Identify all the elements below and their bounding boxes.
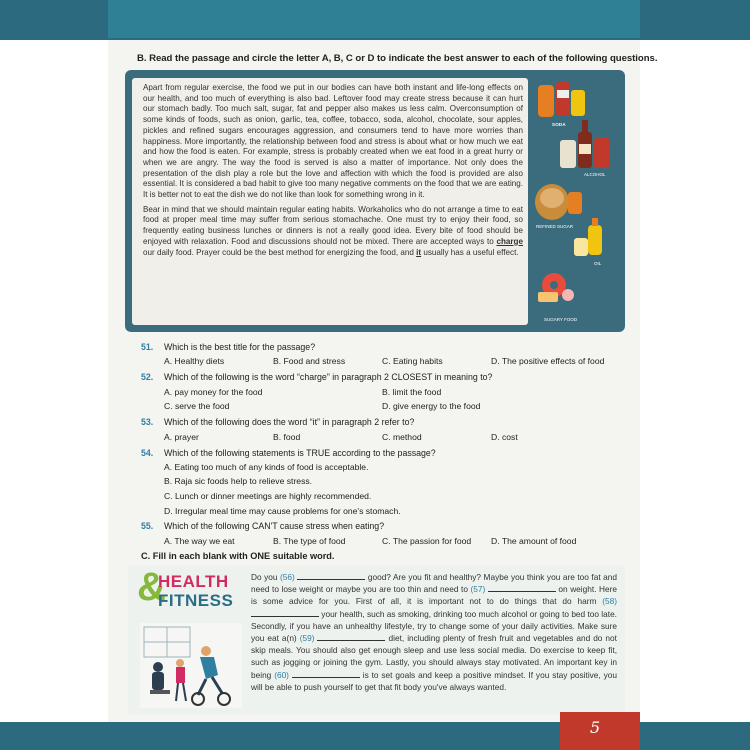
word-it: it xyxy=(416,247,422,257)
passage-paragraph-1: Apart from regular exercise, the food we put in our bodies can have both instant and life-long effects on our health, and too much of everything is also bad. Leftover food may create stress because it can hurt our stomach badly. Too much salt, sugar, fat and pepper also makes us less calm. Overconsumption of some kinds of foods, such as onion, garlic, tea, coffee, tobacco, soda, alcohol, chocolate, sour apples, pickles and refined sugars encourages aggression, and consumers tend to have more worries than happiness. More importantly, the relationship between food and stress is about what or how much we eat and how the food is eaten. For example, stress is probably created when we eat food in a great hurry or when we are angry. The way the food is served is also a matter of importance. Not only does the presentation of the dish play a role but the love and affection with which the food is provided are also essential. It is considered a bad habit to give too many negative comments on the food that we are eating. It is better not to eat the dish we do not like than look for something wrong in it. xyxy=(143,83,523,200)
option[interactable]: C. The passion for food xyxy=(382,536,472,546)
blank-58[interactable] xyxy=(251,609,319,617)
passage-p2-part-c: usually has a useful effect. xyxy=(421,247,519,257)
question-number: 55. xyxy=(141,521,154,531)
option[interactable]: B. Food and stress xyxy=(273,356,346,366)
passage-segment: is to set goals and keep a positive mindset. If you stay positive, you will be able to push yourself to get that fit body you've always wanted. xyxy=(251,669,617,692)
gym-illustration xyxy=(140,623,242,708)
option[interactable]: A. The way we eat xyxy=(164,536,235,546)
food-illustrations xyxy=(530,70,625,332)
question-text: Which of the following CAN'T cause stress when eating? xyxy=(164,521,385,531)
option[interactable]: B. limit the food xyxy=(382,387,442,397)
blank-59-label: (59) xyxy=(299,633,315,644)
logo-ampersand: & xyxy=(137,565,166,609)
food-label-oil: OIL xyxy=(594,261,602,266)
blank-59[interactable] xyxy=(317,633,385,641)
passage-p2-part-a: Bear in mind that we should maintain regular eating habits. Workaholics who do not arrange a time to eat food at proper meal time may suffer from serious stomachache. One must try to enjoy their food, so frequently eating business lunches or dinners is not a really good idea. Every bite of food should be enjoyed with relaxation. Food and discussions should not be mixed. There are accepted ways to xyxy=(143,204,523,246)
oil-icon xyxy=(574,218,602,256)
option[interactable]: C. method xyxy=(382,432,422,442)
food-label-refined-sugar: REFINED SUGAR xyxy=(536,224,574,229)
passage-segment: your health, such as smoking, drinking too much alcohol or going to bed too late. Secondly, if you have an unhealthy lifestyle, try to change some of your daily activities. Make sure you eat a(n) xyxy=(251,608,617,644)
passage-segment: good? Are you fit and healthy? Maybe you think you are too fat and need to lose weight or maybe you are too thin and need to xyxy=(251,572,617,595)
question-number: 54. xyxy=(141,448,154,458)
passage-segment: on weight. Here is some advice for you. First of all, it is important not to do things that do harm xyxy=(251,584,618,607)
sugary-food-icon xyxy=(538,273,574,302)
food-label-alcohol: ALCOHOL xyxy=(584,172,606,177)
option[interactable]: A. pay money for the food xyxy=(164,387,263,397)
blank-60[interactable] xyxy=(292,670,360,678)
option[interactable]: A. Eating too much of any kinds of food is acceptable. xyxy=(164,462,369,472)
option[interactable]: D. The amount of food xyxy=(491,536,577,546)
logo-fitness: FITNESS xyxy=(158,591,234,610)
option[interactable]: C. Eating habits xyxy=(382,356,443,366)
logo-health: HEALTH xyxy=(158,572,229,591)
header-band xyxy=(108,0,640,38)
passage-segment: diet, including plenty of fresh fruit and vegetables and do not skip meals. You should also get enough sleep and use less social media. Do exercise to keep fit, such as jogging or joining the gym. Lastly, you should always stay motivated. An important key in being xyxy=(251,633,617,680)
right-margin xyxy=(640,40,750,750)
word-charge: charge xyxy=(496,236,523,246)
left-margin xyxy=(0,40,108,750)
blank-56[interactable] xyxy=(297,572,365,580)
food-label-sugary-food: SUGARY FOOD xyxy=(544,317,578,322)
section-c-instruction: C. Fill in each blank with ONE suitable word. xyxy=(141,551,335,561)
header-bar xyxy=(0,0,750,40)
refined-sugar-icon xyxy=(535,184,582,220)
page-number: 5 xyxy=(590,718,601,737)
question-number: 52. xyxy=(141,372,154,382)
option[interactable]: C. Lunch or dinner meetings are highly recommended. xyxy=(164,491,372,501)
passage-segment: Do you xyxy=(251,572,281,582)
passage-paragraph-2 xyxy=(143,205,523,259)
blank-58-label: (58) xyxy=(602,596,617,607)
blank-60-label: (60) xyxy=(274,669,289,680)
passage-text xyxy=(143,83,523,262)
option[interactable]: D. give energy to the food xyxy=(382,401,481,411)
fill-in-passage xyxy=(251,571,617,693)
option[interactable]: B. Raja sic foods help to relieve stress. xyxy=(164,476,313,486)
question-text: Which is the best title for the passage? xyxy=(164,342,316,352)
question-text: Which of the following does the word “it” in paragraph 2 refer to? xyxy=(164,417,415,427)
question-text: Which of the following statements is TRUE according to the passage? xyxy=(164,448,436,458)
question-text: Which of the following is the word “charge” in paragraph 2 CLOSEST in meaning to? xyxy=(164,372,493,382)
option[interactable]: C. serve the food xyxy=(164,401,230,411)
blank-56-label: (56) xyxy=(280,572,295,582)
option[interactable]: D. cost xyxy=(491,432,518,442)
blank-57-label: (57) xyxy=(470,584,486,595)
alcohol-icon xyxy=(560,120,610,168)
soda-icon xyxy=(538,82,585,117)
option[interactable]: B. food xyxy=(273,432,301,442)
food-label-soda: SODA xyxy=(552,122,566,127)
option[interactable]: A. prayer xyxy=(164,432,199,442)
option[interactable]: B. The type of food xyxy=(273,536,346,546)
question-number: 53. xyxy=(141,417,154,427)
section-b-instruction: B. Read the passage and circle the letter A, B, C or D to indicate the best answer to each of the following questions. xyxy=(137,53,658,64)
option[interactable]: D. The positive effects of food xyxy=(491,356,605,366)
question-number: 51. xyxy=(141,342,154,352)
option[interactable]: D. Irregular meal time may cause problems for one's stomach. xyxy=(164,506,401,516)
blank-57[interactable] xyxy=(488,584,556,592)
option[interactable]: A. Healthy diets xyxy=(164,356,225,366)
passage-p2-part-b: our daily food. Prayer could be the best method for energizing the food, and xyxy=(143,247,417,257)
